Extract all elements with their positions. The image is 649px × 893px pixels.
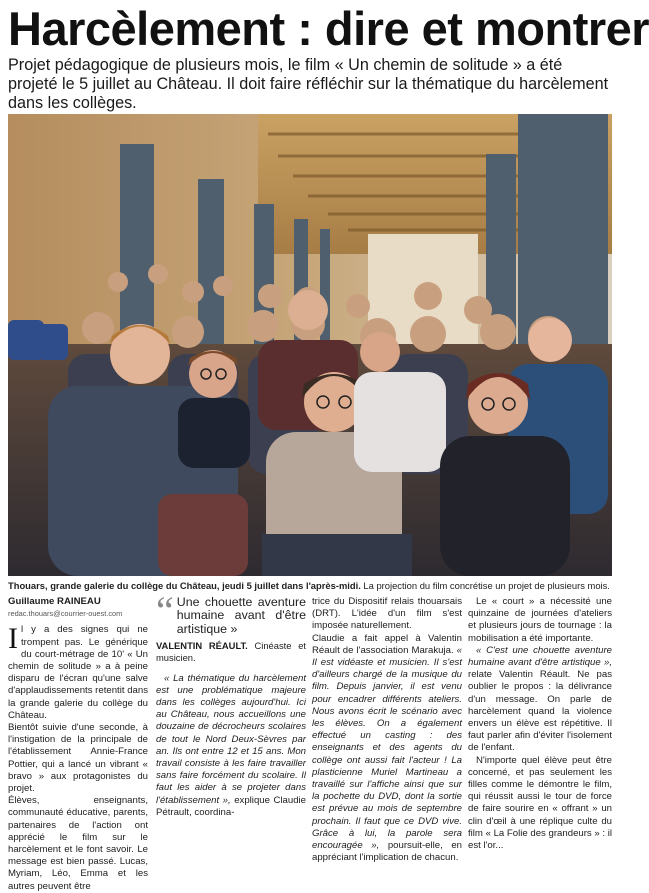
caption-text: La projection du film concrétise un projet de plusieurs mois. xyxy=(360,580,610,591)
column-1 xyxy=(8,596,148,893)
col4-paragraph-3: N'importe quel élève peut être concerné, et pas seulement les filles comme le démontre le film, qui réussit aussi le tour de force de faire sourire en « offrant » un clin d'œil à une réplique culte du film « La Folie des grandeurs » : il est l'or... xyxy=(468,754,612,852)
audience-photo-illustration xyxy=(8,114,612,576)
headline: Harcèlement : dire et montrer xyxy=(8,2,649,55)
col1-paragraph-2: Bientôt suivie d'une seconde, à l'instigation de la principale de l'établissement Annie-France Pottier, qui a lancé un vibrant « bravo » aux protagonistes du projet. xyxy=(8,722,148,795)
pull-quote-text xyxy=(156,588,306,636)
pull-quote-close: » xyxy=(227,621,238,636)
column-3 xyxy=(312,596,462,864)
quote-mark-icon: “ xyxy=(156,588,174,633)
dropcap: I xyxy=(8,622,18,656)
column-4 xyxy=(468,596,612,852)
author-email: redac.thouars@courrier-ouest.com xyxy=(8,609,123,619)
col4-paragraph-2-rest: relate Valentin Réault. Ne pas oublier le propos : la délivrance d'un message. On parle de harcèlement quand la violence envers un élève est répétitive. Il faut parler afin d'éviter l'isolement de l'enfant. xyxy=(468,669,612,754)
col3-paragraph-2 xyxy=(312,633,462,865)
col3-paragraph-1: trice du Dispositif relais thouarsais (DRT). L'idée d'un film s'est imposée naturellement. xyxy=(312,596,462,632)
caption-bold: Thouars, grande galerie du collège du Château, jeudi 5 juillet dans l'après-midi. xyxy=(8,580,361,591)
col2-paragraph-1 xyxy=(156,673,306,819)
photo-caption xyxy=(8,580,612,592)
col1-paragraph-1 xyxy=(8,624,148,722)
col1-paragraph-1-text: l y a des signes qui ne trompent pas. Le générique du court-métrage de 10' « Un chemin de solitude » a à peine disparu de l'écran qu'une salve d'applaudissements retentit dans la grande galerie du collège du Château. xyxy=(8,624,148,721)
col4-paragraph-1: Le « court » a nécessité une quinzaine de journées d'ateliers et plusieurs jours de tournage : la mobilisation a été importante. xyxy=(468,596,612,644)
col3-paragraph-2-rest: poursuit-elle, en appréciant l'implication de chacun. xyxy=(312,840,462,864)
col4-paragraph-2-italic: « C'est une chouette aventure humaine avant d'être artistique », xyxy=(468,644,612,669)
pull-quote xyxy=(156,588,307,665)
col1-paragraph-3: Élèves, enseignants, communauté éducative, parents, partenaires de l'action ont apprécié le film sur le harcèlement et le font savoir. Le message est bien passé. Lucas, Myriam, Léo, Emma et les autres peuvent être xyxy=(8,795,148,892)
pull-quote-body: Une chouette aventure humaine avant d'être artistique xyxy=(176,595,306,636)
pull-quote-author xyxy=(156,640,306,664)
column-2 xyxy=(156,588,307,819)
col4-paragraph-2 xyxy=(468,645,612,755)
col2-quote-italic: « La thématique du harcèlement est une problématique majeure dans les collèges aujourd'hui. Ici au Château, nous accueillons une douzaine de décrocheurs scolaires de tout le Nord Deux-Sèvres par an. Ils ont entre 12 et 15 ans. Mon travail consiste à les faire travailler sans faire forcément du scolaire. Il faut les aider à se projeter dans l'établissement », xyxy=(156,672,306,806)
col3-paragraph-2-italic: « Il est vidéaste et musicien. Il s'est d'ailleurs chargé de la musique du film. Depuis janvier, il est venu pour encadrer différents ateliers. Nous avons écrit le scénario avec les élèves. On a également effectué un casting : des enseignants et des agents du collège ont aussi fait l'acteur ! La plasticienne Muriel Martineau a travaillé sur l'affiche ainsi que sur la pochette du DVD, dont la sortie est prévue au mois de septembre prochain. Il faut que ce DVD vive. Grâce à lui, la parole sera encouragée », xyxy=(312,644,462,852)
col2-quote-rest: explique Claudie Pétrault, coordina- xyxy=(156,794,306,818)
pull-quote-author-role: Cinéaste et musicien. xyxy=(156,640,307,664)
article-photo xyxy=(8,114,612,576)
lead-paragraph: Projet pédagogique de plusieurs mois, le film « Un chemin de solitude » a été projeté le 5 juillet au Château. Il doit faire réfléchir sur la thématique du harcèlement dans les collèges. xyxy=(8,56,609,112)
author-byline: Guillaume RAINEAU xyxy=(8,596,101,607)
pull-quote-author-name: VALENTIN RÉAULT. xyxy=(156,640,248,652)
col3-paragraph-2-start: Claudie a fait appel à Valentin Réault de l'association Marakuja. xyxy=(312,632,462,656)
